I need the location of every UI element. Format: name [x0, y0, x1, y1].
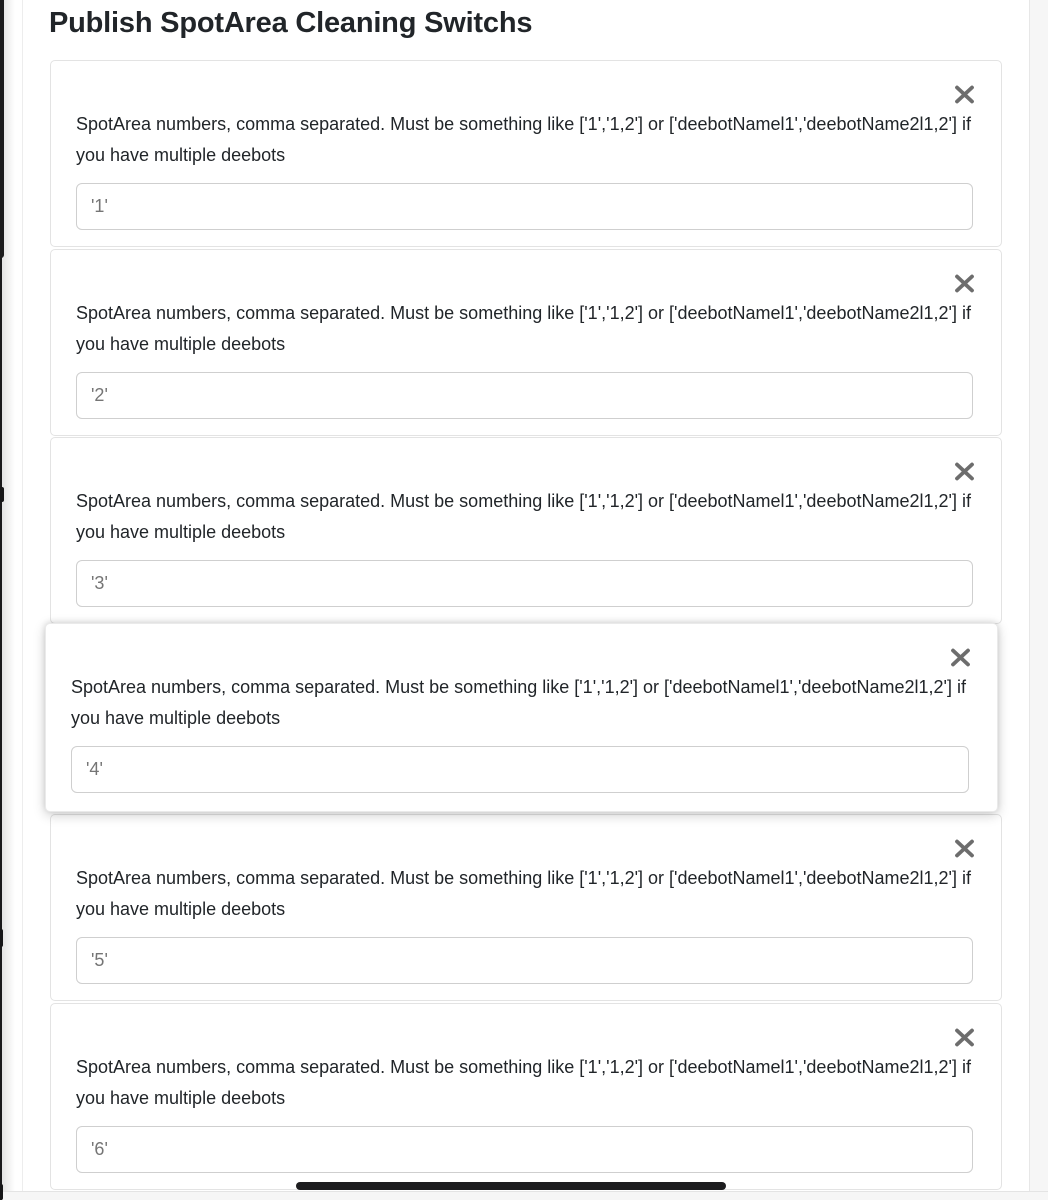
- spotarea-card[interactable]: [50, 1003, 1002, 1190]
- close-icon: [954, 274, 975, 293]
- close-button[interactable]: [953, 838, 975, 858]
- close-button[interactable]: [953, 273, 975, 293]
- close-icon: [954, 839, 975, 858]
- card-description: SpotArea numbers, comma separated. Must be something like ['1','1,2'] or ['deebotNamel1','deebotName2l1,2'] if you have multiple deebots: [76, 1057, 971, 1108]
- right-gutter: [1029, 0, 1048, 1200]
- close-icon: [954, 1028, 975, 1047]
- spotarea-card[interactable]: [50, 249, 1002, 436]
- window-edge-bar-top: [0, 0, 4, 258]
- spotarea-card[interactable]: [45, 623, 998, 812]
- close-icon: [954, 462, 975, 481]
- card-description: SpotArea numbers, comma separated. Must be something like ['1','1,2'] or ['deebotNamel1','deebotName2l1,2'] if you have multiple deebots: [76, 868, 971, 919]
- close-button[interactable]: [949, 647, 971, 667]
- spotarea-card[interactable]: [50, 437, 1002, 624]
- card-description: SpotArea numbers, comma separated. Must be something like ['1','1,2'] or ['deebotNamel1','deebotName2l1,2'] if you have multiple deebots: [76, 114, 971, 165]
- spotarea-numbers-input[interactable]: [76, 937, 973, 984]
- close-button[interactable]: [953, 461, 975, 481]
- content-left-border: [22, 0, 23, 1200]
- spotarea-numbers-input[interactable]: [76, 372, 973, 419]
- spotarea-numbers-input[interactable]: [71, 746, 969, 793]
- left-edge-shadow: [2, 0, 21, 1200]
- card-description: SpotArea numbers, comma separated. Must be something like ['1','1,2'] or ['deebotNamel1','deebotName2l1,2'] if you have multiple deebots: [76, 303, 971, 354]
- close-icon: [950, 648, 971, 667]
- card-description: SpotArea numbers, comma separated. Must be something like ['1','1,2'] or ['deebotNamel1','deebotName2l1,2'] if you have multiple deebots: [76, 491, 971, 542]
- spotarea-numbers-input[interactable]: [76, 1126, 973, 1173]
- close-button[interactable]: [953, 1027, 975, 1047]
- spotarea-numbers-input[interactable]: [76, 560, 973, 607]
- spotarea-card[interactable]: [50, 60, 1002, 247]
- spotarea-card[interactable]: [50, 814, 1002, 1001]
- window-edge-notch: [0, 929, 3, 947]
- window-edge-notch: [0, 487, 4, 502]
- window-edge-notch: [0, 1184, 3, 1200]
- close-icon: [954, 85, 975, 104]
- card-description: SpotArea numbers, comma separated. Must be something like ['1','1,2'] or ['deebotNamel1','deebotName2l1,2'] if you have multiple deebots: [71, 677, 966, 728]
- page-title: Publish SpotArea Cleaning Switchs: [49, 7, 533, 39]
- horizontal-scrollbar-thumb[interactable]: [296, 1182, 726, 1190]
- bottom-gutter: [2, 1191, 1048, 1200]
- close-button[interactable]: [953, 84, 975, 104]
- spotarea-numbers-input[interactable]: [76, 183, 973, 230]
